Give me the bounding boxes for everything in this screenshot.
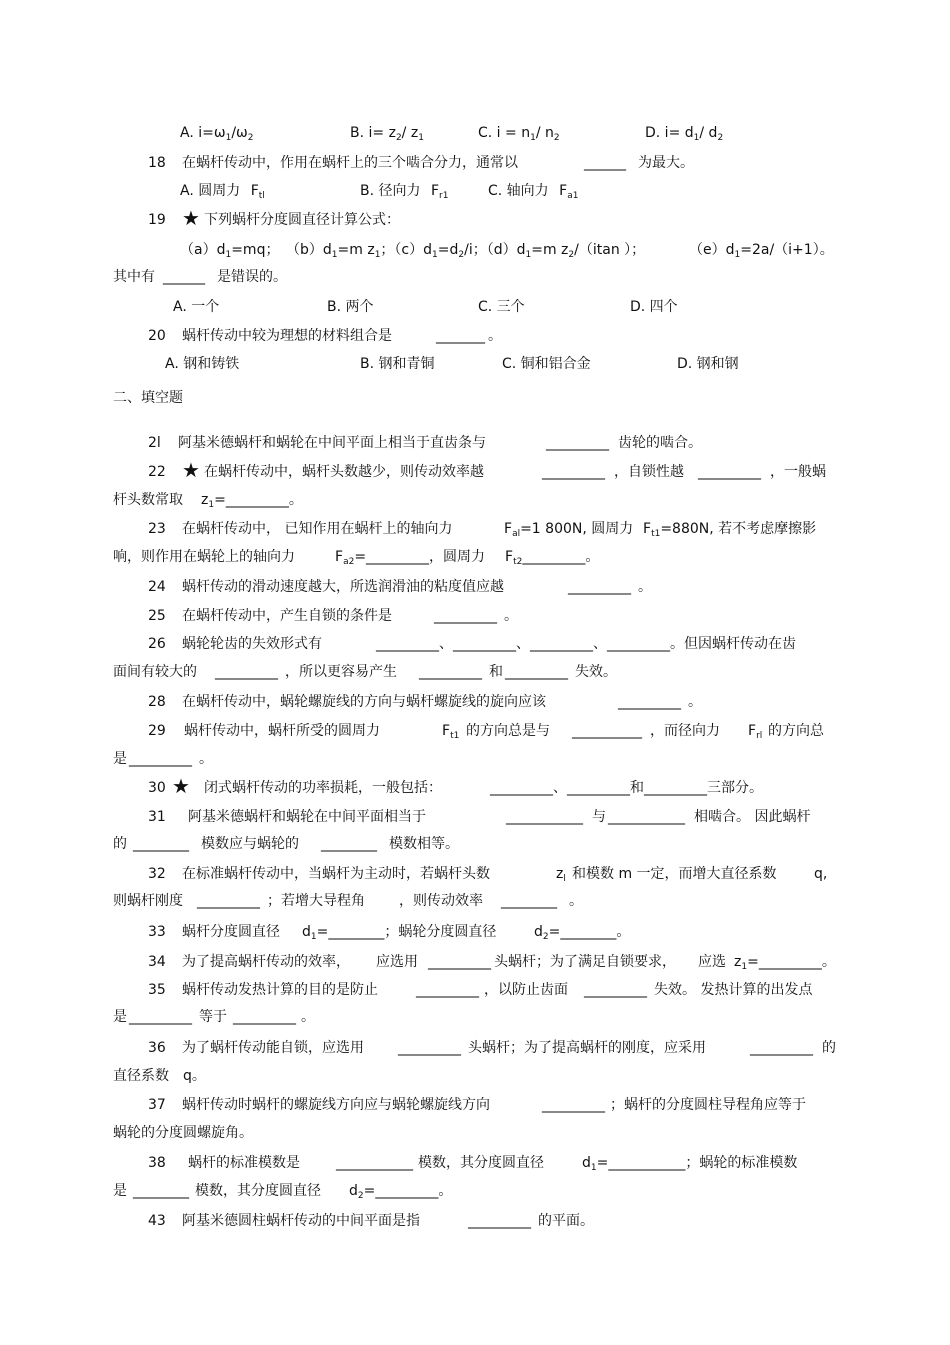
question-stem: 阿基米德圆柱蜗杆传动的中间平面是指 bbox=[182, 1213, 420, 1229]
answer-blank: _________ bbox=[129, 751, 192, 767]
question-number: 22 bbox=[148, 464, 166, 480]
subscript: t1 bbox=[450, 731, 460, 741]
subscript: 2 bbox=[542, 932, 549, 942]
answer-blank: _________ bbox=[215, 664, 278, 680]
answer-blank: _________ bbox=[233, 1009, 296, 1025]
subscript: 1 bbox=[310, 932, 317, 942]
symbol: d bbox=[582, 1155, 591, 1171]
question-text: ，而径向力 bbox=[650, 723, 720, 739]
q17-a-sub1: 1 bbox=[225, 133, 232, 143]
option-c: C. 铜和铝合金 bbox=[502, 356, 591, 372]
question-tail: 。 bbox=[569, 893, 583, 909]
force-expression bbox=[504, 519, 633, 544]
force-subscript: tl bbox=[258, 191, 265, 201]
subscript: 1 bbox=[590, 1163, 597, 1173]
question-text: 和 bbox=[489, 664, 503, 680]
formula-sub: 2 bbox=[458, 250, 465, 260]
option-b: B. 钢和青铜 bbox=[360, 356, 435, 372]
question-stem: 闭式蜗杆传动的功率损耗，一般包括： bbox=[204, 780, 442, 796]
symbol: d bbox=[349, 1183, 358, 1199]
question-text: 模数，其分度圆直径 bbox=[418, 1155, 544, 1171]
subscript: al bbox=[512, 529, 521, 539]
question-text: 应选用 bbox=[376, 954, 418, 970]
subscript: a2 bbox=[343, 557, 355, 567]
formula-text: =m z bbox=[337, 242, 375, 258]
answer-blank: ___________ bbox=[336, 1155, 413, 1171]
q29-line bbox=[148, 721, 824, 741]
q38-line bbox=[148, 1153, 798, 1173]
question-stem: 蜗杆分度圆直径 bbox=[182, 924, 280, 940]
question-stem: 为了蜗杆传动能自锁，应选用 bbox=[182, 1040, 364, 1056]
q19-line bbox=[148, 206, 400, 230]
formula-text: =2a/（i+1）。 bbox=[740, 242, 834, 258]
formula-text: =mq； bbox=[231, 242, 280, 258]
subscript: t2 bbox=[513, 557, 523, 567]
q17-option-c bbox=[478, 123, 560, 148]
question-tail: 为最大。 bbox=[638, 155, 694, 171]
q37-continuation bbox=[113, 1123, 253, 1143]
q17-option-a bbox=[180, 123, 254, 148]
question-number: 38 bbox=[148, 1155, 166, 1171]
answer-blank: _________ bbox=[505, 664, 568, 680]
q24-line bbox=[148, 577, 652, 597]
force-expression bbox=[505, 547, 599, 572]
subscript: 1 bbox=[741, 962, 748, 972]
question-text: 面间有较大的 bbox=[113, 664, 197, 680]
force-expression bbox=[335, 547, 485, 572]
q18-line bbox=[148, 153, 694, 173]
option-a: A. 钢和铸铁 bbox=[165, 356, 240, 372]
d1-expression bbox=[302, 922, 496, 947]
question-text: =1 800N, 圆周力 bbox=[520, 521, 634, 537]
question-text: 则蜗杆刚度 bbox=[113, 893, 183, 909]
formula-sub: 1 bbox=[374, 250, 381, 260]
question-stem: 在蜗杆传动中，蜗杆头数越少，则传动效率越 bbox=[204, 464, 484, 480]
answer-blank: =_________。 bbox=[363, 1183, 453, 1199]
q17-a-sub2: 2 bbox=[247, 133, 254, 143]
question-tail: 齿轮的啮合。 bbox=[618, 435, 702, 451]
question-text: 响，则作用在蜗轮上的轴向力 bbox=[113, 549, 295, 565]
q32-continuation bbox=[113, 891, 583, 911]
question-text: ，以防止齿面 bbox=[484, 982, 568, 998]
question-text: 模数，其分度圆直径 bbox=[195, 1183, 321, 1199]
question-tail: 失效。 发热计算的出发点 bbox=[654, 982, 813, 998]
q17-a-mid: /ω bbox=[231, 125, 248, 141]
question-text: 应选 bbox=[698, 954, 726, 970]
formula-bcd bbox=[286, 240, 645, 265]
question-number: 30 bbox=[148, 780, 166, 796]
question-tail: 。 bbox=[199, 751, 213, 767]
option-d: D. 四个 bbox=[630, 299, 678, 315]
option-b: B. 两个 bbox=[327, 299, 374, 315]
question-text: 等于 bbox=[199, 1009, 227, 1025]
formula-sub: 1 bbox=[225, 250, 232, 260]
question-number: 18 bbox=[148, 155, 166, 171]
answer-blank: ___________ bbox=[608, 809, 685, 825]
symbol: d bbox=[534, 924, 543, 940]
question-tail: 。 bbox=[301, 1009, 315, 1025]
answer-blank: ________ bbox=[321, 836, 377, 852]
answer-blank: __________ bbox=[572, 723, 642, 739]
question-text: 与 bbox=[592, 809, 606, 825]
star-icon: ★ bbox=[182, 458, 200, 482]
answer-blank: _________ bbox=[542, 464, 605, 480]
answer-blank: _________ bbox=[419, 664, 482, 680]
answer-blank: =___________；蜗轮的标准模数 bbox=[596, 1155, 798, 1171]
question-number: 19 bbox=[148, 212, 166, 228]
question-number: 20 bbox=[148, 328, 166, 344]
q34-line bbox=[148, 952, 836, 972]
d2-expression bbox=[349, 1181, 452, 1206]
q19-continuation bbox=[113, 267, 287, 287]
question-text: =880N, 若不考虑摩擦影 bbox=[660, 521, 817, 537]
z1-expression bbox=[734, 952, 836, 977]
star-icon: ★ bbox=[172, 774, 190, 798]
q17-c-sub1: 1 bbox=[530, 133, 536, 143]
z1-expression bbox=[201, 490, 303, 515]
question-text: ，自锁性越 bbox=[614, 464, 684, 480]
question-text: 模数应与蜗轮的 bbox=[201, 836, 299, 852]
question-number: 36 bbox=[148, 1040, 166, 1056]
symbol: F bbox=[442, 723, 451, 739]
q23-line bbox=[148, 519, 817, 539]
d2-expression bbox=[534, 922, 630, 947]
answer-blank: _________ bbox=[750, 1040, 813, 1056]
q29-continuation bbox=[113, 749, 213, 769]
force-symbol: F bbox=[250, 183, 259, 199]
question-stem: 在蜗杆传动中，作用在蜗杆上的三个啮合分力，通常以 bbox=[182, 155, 518, 171]
force-expression bbox=[643, 519, 816, 544]
question-number: 35 bbox=[148, 982, 166, 998]
question-text: 其中有 bbox=[113, 269, 155, 285]
answer-blank: _________ bbox=[197, 893, 260, 909]
question-text: 杆头数常取 bbox=[113, 492, 183, 508]
symbol: F bbox=[335, 549, 344, 565]
question-stem: 蜗轮轮齿的失效形式有 bbox=[182, 636, 322, 652]
q20-line bbox=[148, 326, 502, 346]
answer-blank: _________ bbox=[434, 608, 497, 624]
answer-blank: _________ bbox=[398, 1040, 461, 1056]
q17-option-d bbox=[645, 123, 723, 148]
question-stem: 在蜗杆传动中， 已知作用在蜗杆上的轴向力 bbox=[182, 521, 453, 537]
q31-continuation bbox=[113, 834, 459, 854]
force-subscript: a1 bbox=[567, 191, 579, 201]
question-number: 26 bbox=[148, 636, 166, 652]
question-tail: ；蜗杆的分度圆柱导程角应等于 bbox=[610, 1097, 806, 1113]
question-stem: 在蜗杆传动中，产生自锁的条件是 bbox=[182, 608, 392, 624]
formula-e bbox=[689, 240, 834, 265]
answer-blank: _________ bbox=[698, 464, 761, 480]
q17-d-sub1: 1 bbox=[693, 133, 700, 143]
subscript: rl bbox=[756, 731, 763, 741]
answer-blank: ___________ bbox=[506, 809, 583, 825]
formula-text: （a）d bbox=[180, 242, 226, 258]
d1-expression bbox=[582, 1153, 797, 1178]
q26-line bbox=[148, 634, 796, 654]
answer-blank: _________ bbox=[129, 1009, 192, 1025]
formula-sub: 1 bbox=[432, 250, 438, 260]
force-symbol: F bbox=[559, 183, 568, 199]
question-number: 37 bbox=[148, 1097, 166, 1113]
answer-blank: _________ bbox=[468, 1213, 531, 1229]
question-tail: 的 bbox=[822, 1040, 836, 1056]
answer-blank: _________ bbox=[618, 694, 681, 710]
answer-blank: _________ bbox=[584, 982, 647, 998]
question-tail: 相啮合。 因此蜗杆 bbox=[694, 809, 811, 825]
formula-text: （b）d bbox=[286, 242, 332, 258]
answer-blank: =_________，圆周力 bbox=[354, 549, 486, 565]
question-tail: ，一般蜗 bbox=[770, 464, 826, 480]
answer-blank: _________ bbox=[416, 982, 479, 998]
q30-line bbox=[148, 774, 763, 798]
option-text: B. 径向力 bbox=[360, 183, 421, 199]
answer-blank: _________ bbox=[546, 435, 609, 451]
answer-blank: =________。 bbox=[548, 924, 631, 940]
q21-line bbox=[148, 433, 702, 453]
force-expression bbox=[748, 721, 762, 746]
q18-option-b bbox=[360, 181, 448, 206]
question-number: 23 bbox=[148, 521, 166, 537]
question-text: 蜗轮的分度圆螺旋角。 bbox=[113, 1125, 253, 1141]
q22-line bbox=[148, 458, 826, 482]
symbol: z bbox=[556, 866, 564, 882]
question-stem: 下列蜗杆分度圆直径计算公式： bbox=[204, 212, 400, 228]
q43-line bbox=[148, 1211, 594, 1231]
q17-d-mid: / d bbox=[699, 125, 718, 141]
question-number: 2l bbox=[148, 435, 161, 451]
formula-text: （e）d bbox=[689, 242, 735, 258]
question-stem: 为了提高蜗杆传动的效率， bbox=[182, 954, 350, 970]
q17-c-mid: / n bbox=[535, 125, 554, 141]
answer-blank: =_________ bbox=[214, 492, 289, 508]
question-tail: 。 bbox=[504, 608, 518, 624]
q17-a-text: A. i=ω bbox=[180, 125, 226, 141]
question-tail: 失效。 bbox=[575, 664, 617, 680]
answer-blank: _________ bbox=[428, 954, 491, 970]
q17-c-sub2: 2 bbox=[553, 133, 560, 143]
question-tail: 。 bbox=[688, 694, 702, 710]
question-text: 头蜗杆；为了提高蜗杆的刚度，应采用 bbox=[468, 1040, 706, 1056]
formula-a bbox=[180, 240, 279, 265]
option-c: C. 三个 bbox=[478, 299, 525, 315]
answer-blank: ________ bbox=[133, 836, 189, 852]
question-tail: 是错误的。 bbox=[217, 269, 287, 285]
question-tail: 模数相等。 bbox=[389, 836, 459, 852]
subscript: 1 bbox=[208, 500, 215, 510]
question-stem: 在蜗杆传动中，蜗轮螺旋线的方向与蜗杆螺旋线的旋向应该 bbox=[182, 694, 546, 710]
answer-blank: ______ bbox=[163, 269, 205, 285]
formula-sub: 2 bbox=[568, 250, 575, 260]
question-number: 31 bbox=[148, 809, 166, 825]
force-expression bbox=[442, 721, 459, 746]
question-text: 的 bbox=[113, 836, 127, 852]
question-stem: 蜗杆的标准模数是 bbox=[188, 1155, 300, 1171]
q38-continuation bbox=[113, 1181, 453, 1201]
question-stem: 蜗杆传动的滑动速度越大，所选润滑油的粘度值应越 bbox=[182, 579, 504, 595]
formula-sub: 1 bbox=[525, 250, 532, 260]
q17-b-sub2: 1 bbox=[418, 133, 424, 143]
option-a: A. 一个 bbox=[173, 299, 220, 315]
symbol: F bbox=[505, 549, 514, 565]
subscript: l bbox=[563, 874, 566, 884]
symbol: z bbox=[734, 954, 742, 970]
answer-blanks: _________、_________、_________、_________。但因蜗杆传动在齿 bbox=[376, 636, 796, 652]
question-tail: 的方向总 bbox=[768, 723, 824, 739]
question-tail: q。 bbox=[183, 1068, 206, 1084]
question-text: 是 bbox=[113, 751, 127, 767]
section-heading: 二、填空题 bbox=[113, 390, 183, 406]
formula-sub: 1 bbox=[734, 250, 741, 260]
q36-continuation bbox=[113, 1066, 206, 1086]
formula-text: ；（c）d bbox=[380, 242, 433, 258]
question-number: 33 bbox=[148, 924, 166, 940]
question-text: 的方向总是与 bbox=[466, 723, 550, 739]
answer-blank: _________。 bbox=[522, 549, 600, 565]
q33-line bbox=[148, 922, 631, 942]
q28-line bbox=[148, 692, 702, 712]
answer-blank: =________；蜗轮分度圆直径 bbox=[316, 924, 497, 940]
answer-blank: ________ bbox=[501, 893, 557, 909]
question-stem: 蜗杆传动时蜗杆的螺旋线方向应与蜗轮螺旋线方向 bbox=[182, 1097, 490, 1113]
q17-b-text: B. i= z bbox=[350, 125, 396, 141]
q32-line bbox=[148, 864, 828, 884]
q17-b-mid: / z bbox=[401, 125, 419, 141]
z1-symbol bbox=[556, 864, 566, 889]
q35-line bbox=[148, 980, 813, 1000]
question-tail: q, bbox=[814, 866, 828, 882]
answer-blank: ________ bbox=[133, 1183, 189, 1199]
question-stem: 蜗杆传动发热计算的目的是防止 bbox=[182, 982, 378, 998]
question-tail: 。 bbox=[288, 492, 303, 508]
question-tail: 。 bbox=[638, 579, 652, 595]
question-text: 是 bbox=[113, 1009, 127, 1025]
q26-continuation bbox=[113, 662, 617, 682]
symbol: d bbox=[302, 924, 311, 940]
question-text: ，则传动效率 bbox=[399, 893, 483, 909]
symbol: z bbox=[201, 492, 209, 508]
question-stem: 阿基米德蜗杆和蜗轮在中间平面上相当于直齿条与 bbox=[178, 435, 486, 451]
q17-d-sub2: 2 bbox=[717, 133, 724, 143]
q23-continuation bbox=[113, 547, 600, 567]
q18-option-a bbox=[180, 181, 265, 206]
answer-blank: _______ bbox=[436, 328, 485, 344]
question-stem: 蜗杆传动中较为理想的材料组合是 bbox=[182, 328, 392, 344]
q18-option-c bbox=[488, 181, 578, 206]
question-text: 是 bbox=[113, 1183, 127, 1199]
option-text: C. 轴向力 bbox=[488, 183, 549, 199]
symbol: F bbox=[643, 521, 652, 537]
question-text: 头蜗杆；为了满足自锁要求， bbox=[494, 954, 676, 970]
question-tail: 的平面。 bbox=[538, 1213, 594, 1229]
question-number: 29 bbox=[148, 723, 166, 739]
q36-line bbox=[148, 1038, 836, 1058]
formula-text: =m z bbox=[531, 242, 569, 258]
q17-b-sub1: 2 bbox=[395, 133, 402, 143]
option-d: D. 钢和钢 bbox=[677, 356, 739, 372]
formula-text: =d bbox=[437, 242, 459, 258]
question-number: 43 bbox=[148, 1213, 166, 1229]
question-text: 和模数 m 一定，而增大直径系数 bbox=[572, 866, 777, 882]
answer-blank: _________ bbox=[568, 579, 631, 595]
q17-c-text: C. i = n bbox=[478, 125, 531, 141]
formula-sub: 1 bbox=[331, 250, 338, 260]
symbol: F bbox=[748, 723, 757, 739]
answer-blank: =_________。 bbox=[747, 954, 836, 970]
force-symbol: F bbox=[430, 183, 440, 199]
answer-blanks: _________、_________和_________三部分。 bbox=[490, 780, 763, 796]
question-number: 34 bbox=[148, 954, 166, 970]
question-number: 32 bbox=[148, 866, 166, 882]
subscript: t1 bbox=[651, 529, 661, 539]
question-number: 28 bbox=[148, 694, 166, 710]
q17-option-b bbox=[350, 123, 424, 148]
q35-continuation bbox=[113, 1007, 315, 1027]
question-number: 25 bbox=[148, 608, 166, 624]
question-text: ；若增大导程角 bbox=[267, 893, 365, 909]
q22-continuation bbox=[113, 490, 303, 510]
q31-line bbox=[148, 807, 811, 827]
formula-text: /i；（d）d bbox=[464, 242, 526, 258]
answer-blank: ______ bbox=[584, 155, 626, 171]
answer-blank: _________ bbox=[542, 1097, 605, 1113]
question-stem: 阿基米德蜗杆和蜗轮在中间平面相当于 bbox=[188, 809, 426, 825]
subscript: 2 bbox=[357, 1191, 364, 1201]
q17-d-text: D. i= d bbox=[645, 125, 694, 141]
formula-text: /（itan ）； bbox=[574, 242, 646, 258]
question-text: 直径系数 bbox=[113, 1068, 169, 1084]
question-stem: 在标准蜗杆传动中，当蜗杆为主动时，若蜗杆头数 bbox=[182, 866, 490, 882]
symbol: F bbox=[504, 521, 513, 537]
option-text: A. 圆周力 bbox=[180, 183, 241, 199]
question-number: 24 bbox=[148, 579, 166, 595]
force-subscript: r1 bbox=[439, 191, 449, 201]
question-text: ，所以更容易产生 bbox=[285, 664, 397, 680]
q25-line bbox=[148, 606, 518, 626]
question-tail: 。 bbox=[488, 328, 502, 344]
star-icon: ★ bbox=[182, 206, 200, 230]
q37-line bbox=[148, 1095, 806, 1115]
question-stem: 蜗杆传动中，蜗杆所受的圆周力 bbox=[184, 723, 380, 739]
